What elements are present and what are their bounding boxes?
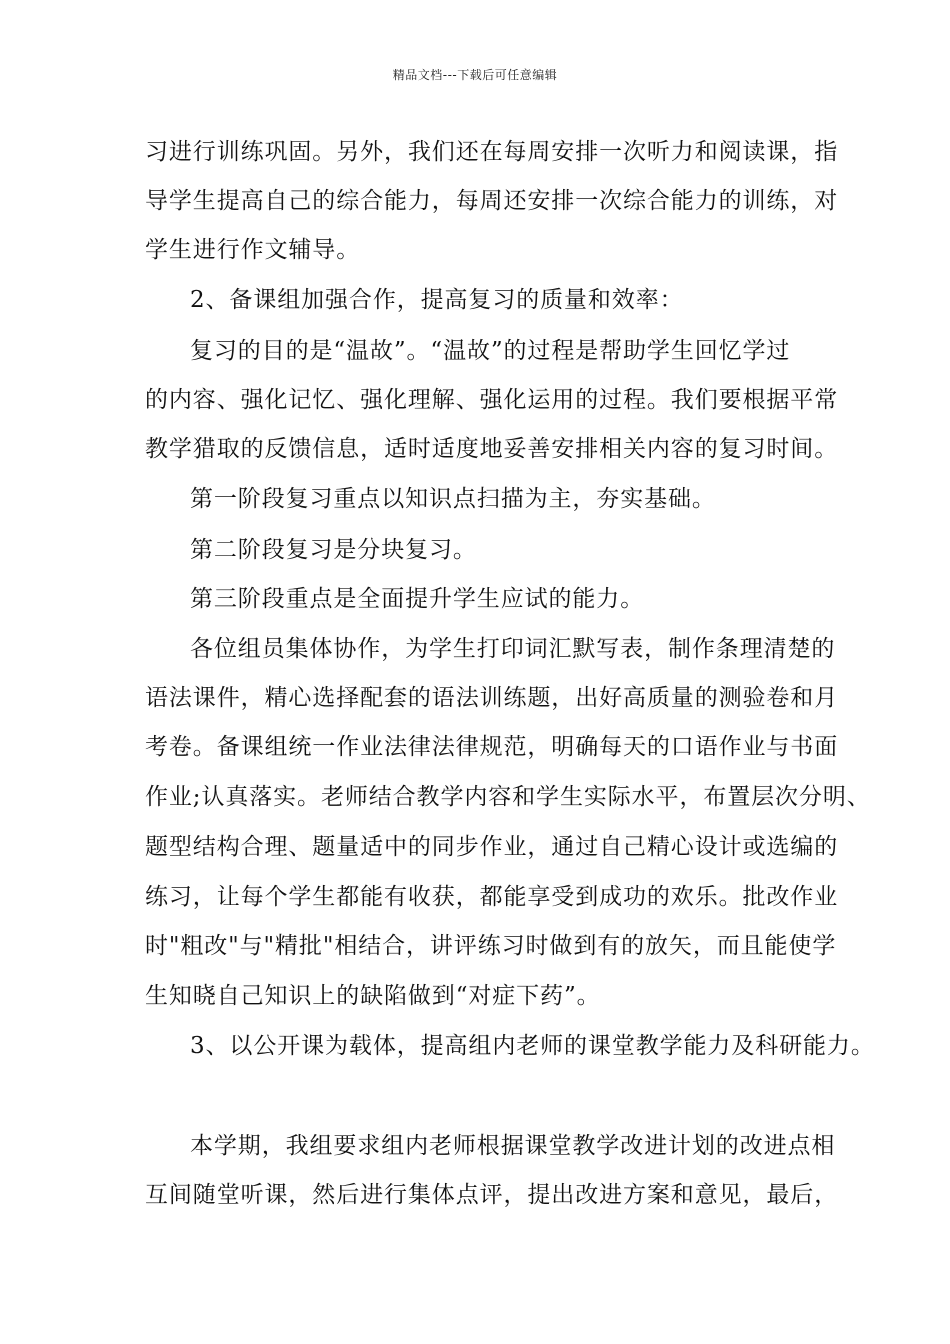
paragraph-first-line: 本学期，我组要求组内老师根据课堂教学改进计划的改进点相 — [190, 1133, 836, 1159]
text-line: 考卷。备课组统一作业法律法律规范，明确每天的口语作业与书面 — [145, 734, 839, 760]
text-line: 题型结构合理、题量适中的同步作业，通过自己精心设计或选编的 — [145, 834, 839, 860]
text-line: 生知晓自己知识上的缺陷做到“对症下药”。 — [145, 983, 601, 1009]
paragraph-first-line: 第三阶段重点是全面提升学生应试的能力。 — [190, 586, 645, 612]
text-line: 导学生提高自己的综合能力，每周还安排一次综合能力的训练，对 — [145, 188, 839, 214]
paragraph-first-line: 复习的目的是“温故”。“温故”的过程是帮助学生回忆学过 — [190, 338, 791, 364]
page-header: 精品文档---下载后可任意编辑 — [392, 68, 558, 82]
section-heading: 2、备课组加强合作，提高复习的质量和效率： — [190, 287, 684, 313]
paragraph-first-line: 第二阶段复习是分块复习。 — [190, 537, 477, 563]
text-line: 教学猎取的反馈信息，适时适度地妥善安排相关内容的复习时间。 — [145, 436, 839, 462]
text-line: 练习，让每个学生都能有收获，都能享受到成功的欢乐。批改作业 — [145, 884, 839, 910]
paragraph-first-line: 第一阶段复习重点以知识点扫描为主，夯实基础。 — [190, 486, 716, 512]
paragraph-first-line: 各位组员集体协作，为学生打印词汇默写表，制作条理清楚的 — [190, 636, 836, 662]
text-line: 的内容、强化记忆、强化理解、强化运用的过程。我们要根据平常 — [145, 387, 839, 413]
text-line: 习进行训练巩固。另外，我们还在每周安排一次听力和阅读课，指 — [145, 139, 839, 165]
text-line: 作业;认真落实。老师结合教学内容和学生实际水平，布置层次分明、 — [145, 784, 871, 810]
text-line: 学生进行作文辅导。 — [145, 237, 361, 263]
text-line: 语法课件，精心选择配套的语法训练题，出好高质量的测验卷和月 — [145, 685, 839, 711]
text-line: 互间随堂听课，然后进行集体点评，提出改进方案和意见，最后， — [145, 1182, 839, 1208]
text-line: 时"粗改"与"精批"相结合，讲评练习时做到有的放矢，而且能使学 — [145, 933, 837, 959]
section-heading: 3、以公开课为载体，提高组内老师的课堂教学能力及科研能力。 — [190, 1033, 875, 1059]
